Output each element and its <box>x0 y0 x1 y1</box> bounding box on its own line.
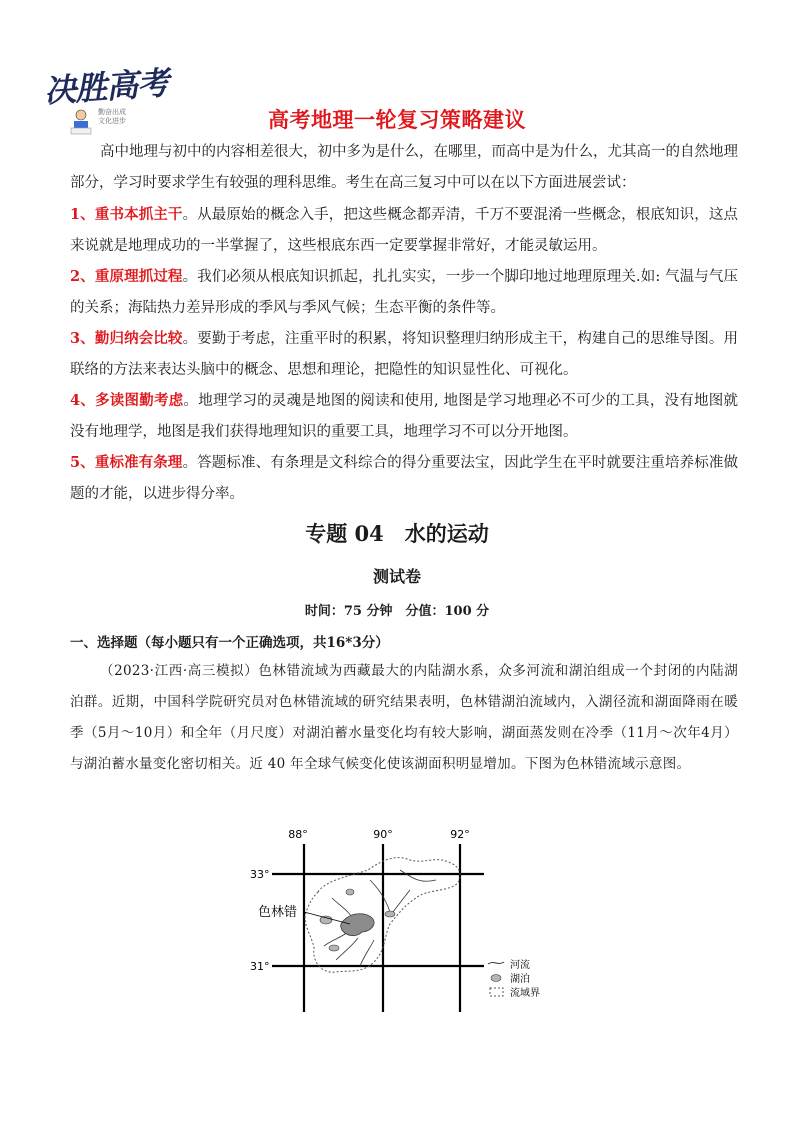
tip-1-body: 。从最原始的概念入手，把这些概念都弄清，千万不要混淆一些概念，根底知识，这点来说就是地理成功的一半掌握了，这些根底东西一定要掌握非常好，才能灵敏运用。 <box>70 207 739 254</box>
lake <box>329 945 339 951</box>
river <box>360 940 374 966</box>
lake <box>385 911 395 917</box>
river <box>370 880 390 912</box>
tip-3-body: 。要勤于考虑，注重平时的积累，将知识整理归纳形成主干，构建自己的思维导图。用联络的方法来表达头脑中的概念、思想和理论，把隐性的知识显性化、可视化。 <box>70 331 739 378</box>
legend-boundary: 流域界 <box>510 988 540 999</box>
tip-4-body: 。地理学习的灵魂是地图的阅读和使用, 地图是学习地理必不可少的工具，没有地图就没有地理学，地图是我们获得地理知识的重要工具，地理学习不可以分开地图。 <box>70 393 739 440</box>
intro-paragraph: 高中地理与初中的内容相差很大，初中多为是什么，在哪里，而高中是为什么，尤其高一的自然地理部分，学习时要求学生有较强的理科思维。考生在高三复习中可以在以下方面进展尝试： <box>70 144 738 191</box>
topic-heading: 专题 04 水的运动 <box>305 521 489 546</box>
lon-label-88: 88° <box>288 828 308 841</box>
lake-label: 色林错 <box>258 905 298 920</box>
tip-5-heading: 5、重标准有条理 <box>70 454 183 471</box>
tip-3-heading: 3、勤归纳会比较 <box>70 330 183 347</box>
river-legend-icon <box>488 962 504 964</box>
question-stem: （2023·江西·高三模拟）色林错流域为西藏最大的内陆湖水系，众多河流和湖泊组成一个封闭的内陆湖泊群。近期，中国科学院研究员对色林错流域的研究结果表明，色林错湖泊流域内，入湖径流和湖面降雨在暖季（5月～10月）和全年（月尺度）对湖泊蓄水量变化均有较大影响，湖面蒸发则在冷季（11月～次年4月）与湖泊蓄水量变化密切相关。近 40 年全球气候变化使该湖面积明显增加。下图为色林错流域示意图。 <box>70 663 738 772</box>
lake <box>346 889 354 895</box>
lon-label-90: 90° <box>373 828 393 841</box>
tip-2-heading: 2、重原理抓过程 <box>70 268 183 285</box>
tip-4 <box>70 385 738 448</box>
paper-heading: 测试卷 <box>372 567 421 586</box>
lake <box>320 916 332 924</box>
section-heading: 一、选择题（每小题只有一个正确选项，共16*3分） <box>70 635 389 651</box>
lon-label-92: 92° <box>450 828 470 841</box>
tip-1 <box>70 199 738 262</box>
river <box>400 870 436 881</box>
tip-1-heading: 1、重书本抓主干 <box>70 206 183 223</box>
tip-3 <box>70 323 738 386</box>
logo-sub-line2: 文化进步 <box>98 117 126 125</box>
boundary-legend-icon <box>490 988 503 996</box>
tip-2 <box>70 261 738 324</box>
exam-meta: 时间：75 分钟 分值：100 分 <box>304 604 490 619</box>
lat-label-31: 31° <box>250 960 270 973</box>
river <box>336 938 358 960</box>
page-title: 高考地理一轮复习策略建议 <box>268 108 526 132</box>
logo-sub-line1: 勤奋出成 <box>98 108 126 116</box>
lat-label-33: 33° <box>250 868 270 881</box>
selin-co-basin-map <box>240 820 560 1020</box>
tip-4-heading: 4、多读图勤考虑 <box>70 392 184 409</box>
lake-legend-icon <box>491 975 501 982</box>
tip-2-body: 。我们必须从根底知识抓起，扎扎实实，一步一个脚印地过地理原理关.如: 气温与气压的关系；海陆热力差异形成的季风与季风气候；生态平衡的条件等。 <box>70 269 738 316</box>
legend-river: 河流 <box>510 960 530 971</box>
tip-5 <box>70 447 738 510</box>
selin-co-lake <box>341 914 374 936</box>
legend-lake: 湖泊 <box>510 974 530 985</box>
tip-5-body: 。答题标准、有条理是文科综合的得分重要法宝，因此学生在平时就要注重培养标准做题的才能，以进步得分率。 <box>70 455 739 502</box>
logo-text: 决胜高考 <box>42 63 170 111</box>
river <box>324 932 348 946</box>
